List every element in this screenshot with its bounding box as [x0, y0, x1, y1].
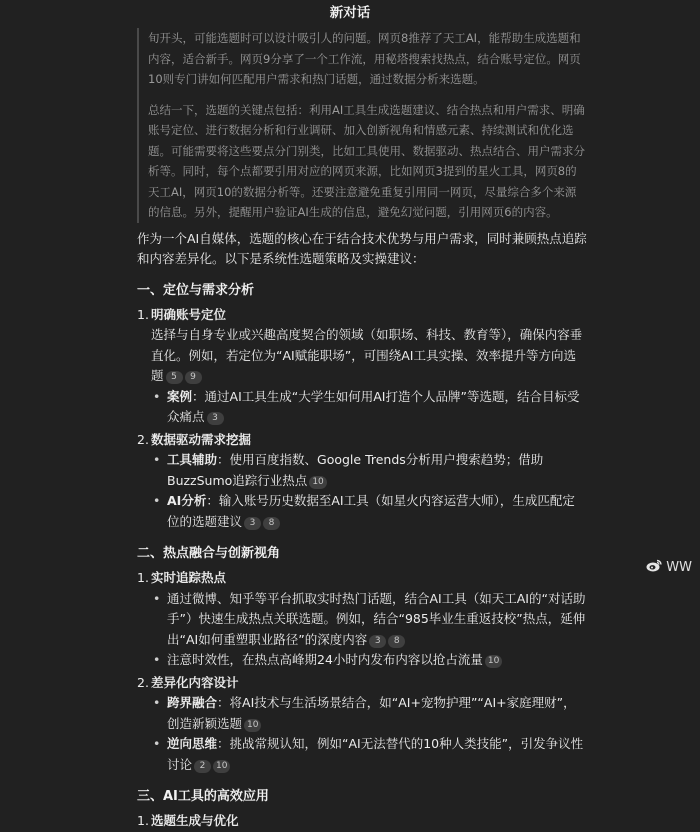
bullet-item	[137, 387, 587, 428]
bullet-item	[137, 734, 587, 775]
item-number: 1.	[137, 306, 149, 322]
citation-badge[interactable]: 10	[309, 476, 326, 489]
item-paragraph	[151, 325, 587, 387]
bullet-item	[137, 450, 587, 491]
watermark-text: WW	[666, 560, 692, 575]
conversation-title: 新对话	[329, 5, 371, 21]
answer-intro: 作为一个AI自媒体，选题的核心在于结合技术优势与用户需求，同时兼顾热点追踪和内容差异化。以下是系统性选题策略及实操建议：	[137, 230, 587, 266]
bullet-text: ：使用百度指数、Google Trends分析用户搜索趋势；借助BuzzSumo追踪行业热点	[167, 452, 544, 488]
text-span: 选择与自身专业或兴趣高度契合的领域（如职场、科技、教育等），确保内容垂直化。例如，若定位为	[151, 327, 583, 363]
citation-badge[interactable]: 3	[207, 412, 224, 425]
item-number: 1.	[137, 570, 149, 585]
citation-badge[interactable]: 3	[244, 517, 261, 530]
item-number: 2.	[137, 431, 149, 447]
bullet-text: ：通过AI工具生成“大学生如何用AI打造个人品牌”等选题，结合目标受众痛点	[167, 388, 580, 424]
citation-badge[interactable]: 10	[485, 655, 502, 668]
text-span: “AI赋能职场”	[276, 347, 352, 363]
bullet-text: 注意时效性，在热点高峰期24小时内发布内容以抢占流量	[167, 652, 483, 667]
bullet-item	[137, 589, 587, 651]
citation-badge[interactable]: 2	[194, 760, 211, 773]
citation-badge[interactable]: 3	[369, 635, 386, 648]
watermark	[646, 559, 692, 576]
bullet-title: 逆向思维	[167, 736, 218, 751]
text-span: ，可围绕AI工具实操、效率提升等方向选题	[151, 347, 576, 383]
bullet-text: ：将AI技术与生活场景结合，如“AI+宠物护理”“AI+家庭理财”，创造新颖选题	[167, 695, 576, 731]
section-heading: 三、AI工具的高效应用	[137, 789, 269, 804]
bullet-item	[137, 491, 587, 532]
citation-badge[interactable]: 9	[185, 371, 202, 384]
list-item	[137, 568, 587, 589]
section-heading: 一、定位与需求分析	[137, 282, 255, 298]
item-number: 1.	[137, 813, 149, 828]
reasoning-block	[137, 28, 587, 223]
list-item	[137, 811, 587, 832]
citation-badge[interactable]: 10	[244, 719, 261, 732]
bullet-title: 工具辅助	[167, 452, 218, 467]
bullet-text: ：挑战常规认知，例如“AI无法替代的10种人类技能”，引发争议性讨论	[167, 736, 584, 772]
list-item	[137, 673, 587, 694]
citation-badge[interactable]: 8	[263, 517, 280, 530]
item-title: 差异化内容设计	[151, 674, 239, 690]
list-item	[137, 305, 587, 326]
item-number: 2.	[137, 674, 149, 690]
item-title: 选题生成与优化	[151, 813, 239, 828]
section-heading: 二、热点融合与创新视角	[137, 546, 281, 561]
citation-badge[interactable]: 10	[213, 760, 230, 773]
citation-badge[interactable]: 8	[388, 635, 405, 648]
bullet-title: 案例	[167, 388, 193, 404]
item-title: 实时追踪热点	[151, 570, 227, 585]
citation-badge[interactable]: 5	[166, 371, 183, 384]
bullet-text: ：输入账号历史数据至AI工具（如星火内容运营大师），生成匹配定位的选题建议	[167, 493, 575, 529]
bullet-item	[137, 693, 587, 734]
bullet-title: 跨界融合	[167, 695, 218, 710]
item-title: 数据驱动需求挖掘	[151, 431, 252, 447]
item-title: 明确账号定位	[151, 306, 227, 322]
bullet-title: AI分析	[167, 493, 207, 508]
chat-message	[137, 28, 587, 832]
reasoning-paragraph: 总结一下，选题的关键点包括：利用AI工具生成选题建议、结合热点和用户需求、明确账号定位、进行数据分析和行业调研、加入创新视角和情感元素、持续测试和优化选题。可能需要将这些要点分门别类，比如工具使用、数据驱动、热点结合、用户需求分析等。同时，每个点都要引用对应的网页来源，比如网页3提到的星火工具，网页8的天工AI，网页10的数据分析等。还要注意避免重复引用同一网页，尽量综合多个来源的信息。另外，提醒用户验证AI生成的信息，避免幻觉问题，引用网页6的内容。	[148, 102, 585, 219]
reasoning-paragraph: 旬开头，可能选题时可以设计吸引人的问题。网页8推荐了天工AI，能帮助生成选题和内容，适合新手。网页9分享了一个工作流，用秘塔搜索找热点，结合账号定位。网页10则专门讲如何匹配用户需求和热门话题，通过数据分析来选题。	[148, 31, 581, 86]
bullet-item	[137, 650, 587, 671]
weibo-icon	[646, 559, 662, 576]
list-item	[137, 430, 587, 451]
bullet-text: 通过微博、知乎等平台抓取实时热门话题，结合AI工具（如天工AI的“对话助手”）快速生成热点关联选题。例如，结合“985毕业生重返技校”热点，延伸出“AI如何重塑职业路径”的深度内容	[167, 590, 586, 647]
